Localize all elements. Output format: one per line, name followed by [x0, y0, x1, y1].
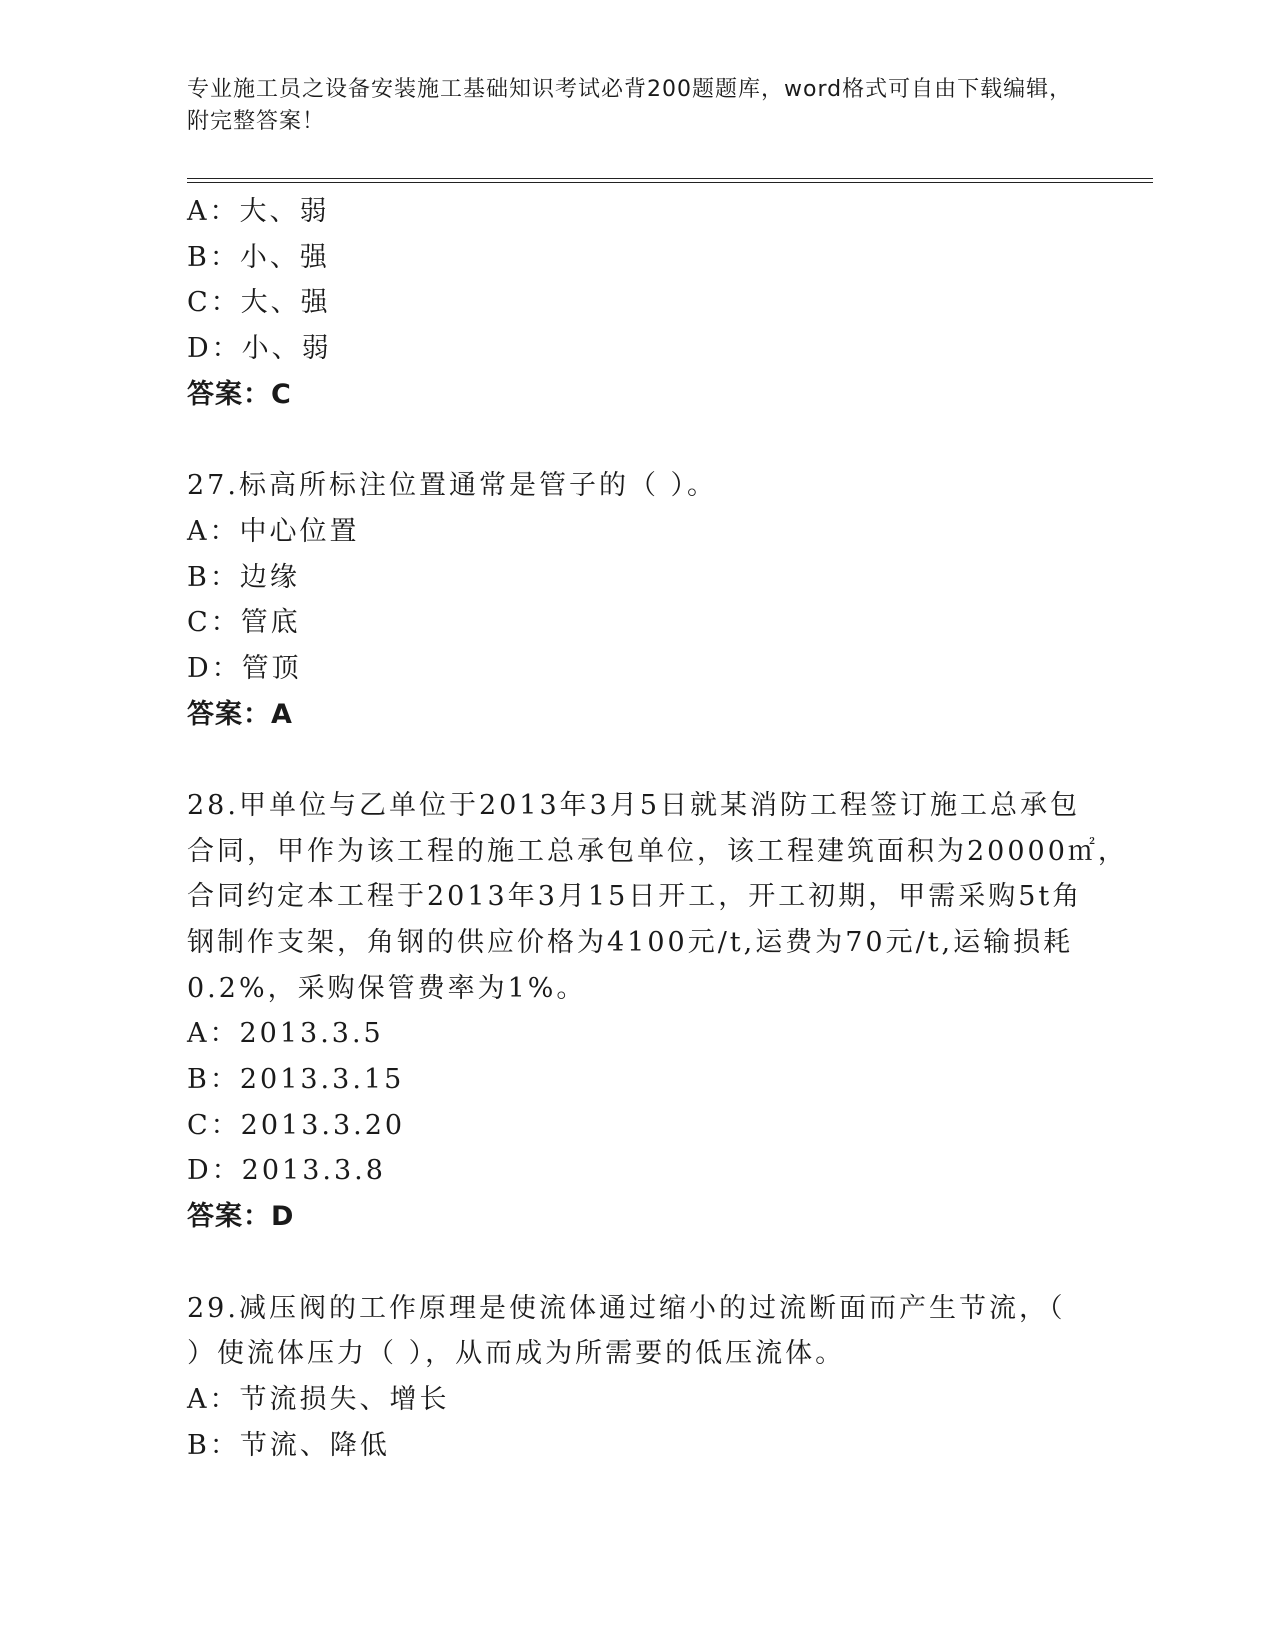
- option-b: B：节流、降低: [187, 1429, 390, 1461]
- option-d: D：小、弱: [187, 333, 332, 365]
- question-27: [187, 463, 1087, 737]
- option-a: A：2013.3.5: [187, 1018, 384, 1050]
- prev-question: [187, 189, 1087, 417]
- spacer: [187, 1240, 1087, 1286]
- answer-line: 答案：A: [187, 698, 293, 730]
- option-a: A：大、弱: [187, 196, 330, 227]
- question-stem-line: 28.甲单位与乙单位于2013年3月5日就某消防工程签订施工总承包: [187, 789, 1081, 821]
- option-d: D：2013.3.8: [187, 1155, 386, 1187]
- option-b: B：2013.3.15: [187, 1064, 405, 1096]
- option-a: A：中心位置: [187, 515, 360, 547]
- question-29: [187, 1286, 1087, 1469]
- spacer: [187, 737, 1087, 783]
- option-d: D：管顶: [187, 652, 302, 684]
- question-stem-line: 钢制作支架，角钢的供应价格为4100元/t,运费为70元/t,运输损耗: [187, 927, 1074, 958]
- question-stem-line: 0.2%，采购保管费率为1%。: [187, 972, 587, 1004]
- spacer: [187, 417, 1087, 463]
- question-stem: 27.标高所标注位置通常是管子的（ ）。: [187, 470, 718, 502]
- question-28: [187, 783, 1128, 1240]
- question-stem-line: ）使流体压力（ ），从而成为所需要的低压流体。: [187, 1338, 846, 1370]
- document-header: [187, 74, 1087, 138]
- option-b: B：小、强: [187, 241, 330, 273]
- option-c: C：管底: [187, 607, 301, 639]
- answer-line: 答案：D: [187, 1201, 295, 1233]
- question-stem-line: 29.减压阀的工作原理是使流体通过缩小的过流断面而产生节流，（: [187, 1292, 1066, 1324]
- question-stem-line: 合同，甲作为该工程的施工总承包单位，该工程建筑面积为20000㎡，: [187, 835, 1128, 867]
- answer-line: 答案：C: [187, 378, 292, 410]
- option-a: A：节流损失、增长: [187, 1383, 450, 1415]
- option-c: C：2013.3.20: [187, 1109, 406, 1141]
- option-b: B：边缘: [187, 561, 300, 593]
- option-c: C：大、强: [187, 287, 331, 319]
- question-content: [187, 189, 1128, 1468]
- header-title: 专业施工员之设备安装施工基础知识考试必背200题题库，word格式可自由下载编辑，附完整答案！: [187, 77, 1073, 134]
- question-stem-line: 合同约定本工程于2013年3月15日开工，开工初期，甲需采购5t角: [187, 881, 1083, 913]
- header-divider: [187, 178, 1153, 183]
